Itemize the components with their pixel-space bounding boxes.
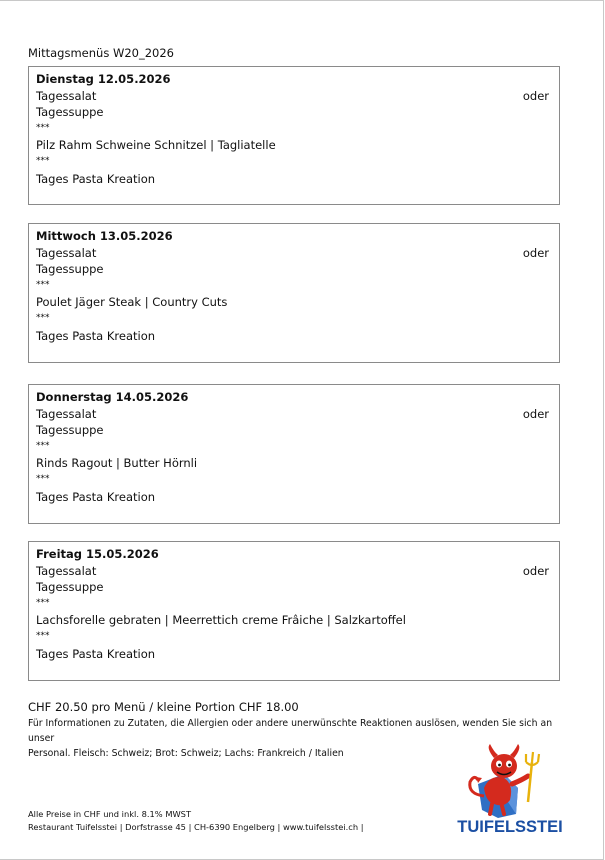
footer-vat-note: Alle Preise in CHF und inkl. 8.1% MWST [28,809,192,819]
or-label: oder [522,89,549,103]
salad-item: Tagessalat [36,88,97,103]
page-title: Mittagsmenüs W20_2026 [28,46,174,60]
pasta-item: Tages Pasta Kreation [36,328,156,343]
soup-item: Tagessuppe [36,580,104,595]
salad-item: Tagessalat [36,563,97,578]
salad-item: Tagessalat [36,406,97,421]
or-label: oder [522,246,549,260]
main-dish: Rinds Ragout | Butter Hörnli [36,456,198,471]
main-dish: Pilz Rahm Schweine Schnitzel | Tagliatelle [36,138,276,153]
day-title: Donnerstag 14.05.2026 [36,390,189,404]
separator-stars: *** [36,473,50,484]
footer [28,808,364,834]
day-menu-box-friday [28,541,560,681]
pasta-item: Tages Pasta Kreation [36,646,156,661]
separator-stars: *** [36,122,50,133]
footer-address: Restaurant Tuifelsstei | Dorfstrasse 45 | CH-6390 Engelberg | www.tuifelsstei.ch | [28,822,364,832]
day-menu-box-tuesday [28,66,560,205]
separator-stars: *** [36,440,50,451]
day-title: Mittwoch 13.05.2026 [36,229,173,243]
allergen-info-line: Für Informationen zu Zutaten, die Allergien oder andere unerwünschte Reaktionen auslösen, wenden Sie sich an unser [28,718,553,744]
day-menu-box-wednesday [28,223,560,363]
separator-stars: *** [36,155,50,166]
soup-item: Tagessuppe [36,105,104,120]
main-dish: Lachsforelle gebraten | Meerrettich creme Frâiche | Salzkartoffel [36,613,406,628]
day-title: Dienstag 12.05.2026 [36,72,171,86]
separator-stars: *** [36,597,50,608]
origin-info-line: Personal. Fleisch: Schweiz; Brot: Schweiz; Lachs: Frankreich / Italien [28,748,344,759]
separator-stars: *** [36,279,50,290]
pasta-item: Tages Pasta Kreation [36,489,156,504]
main-dish: Poulet Jäger Steak | Country Cuts [36,295,228,310]
or-label: oder [522,564,549,578]
pasta-item: Tages Pasta Kreation [36,171,156,186]
or-label: oder [522,407,549,421]
soup-item: Tagessuppe [36,262,104,277]
day-menu-box-thursday [28,384,560,524]
brand-logo-text: TUIFELSSTEI [457,818,563,836]
price-info: CHF 20.50 pro Menü / kleine Portion CHF 18.00 [28,700,299,714]
salad-item: Tagessalat [36,245,97,260]
soup-item: Tagessuppe [36,423,104,438]
separator-stars: *** [36,630,50,641]
separator-stars: *** [36,312,50,323]
day-title: Freitag 15.05.2026 [36,547,159,561]
